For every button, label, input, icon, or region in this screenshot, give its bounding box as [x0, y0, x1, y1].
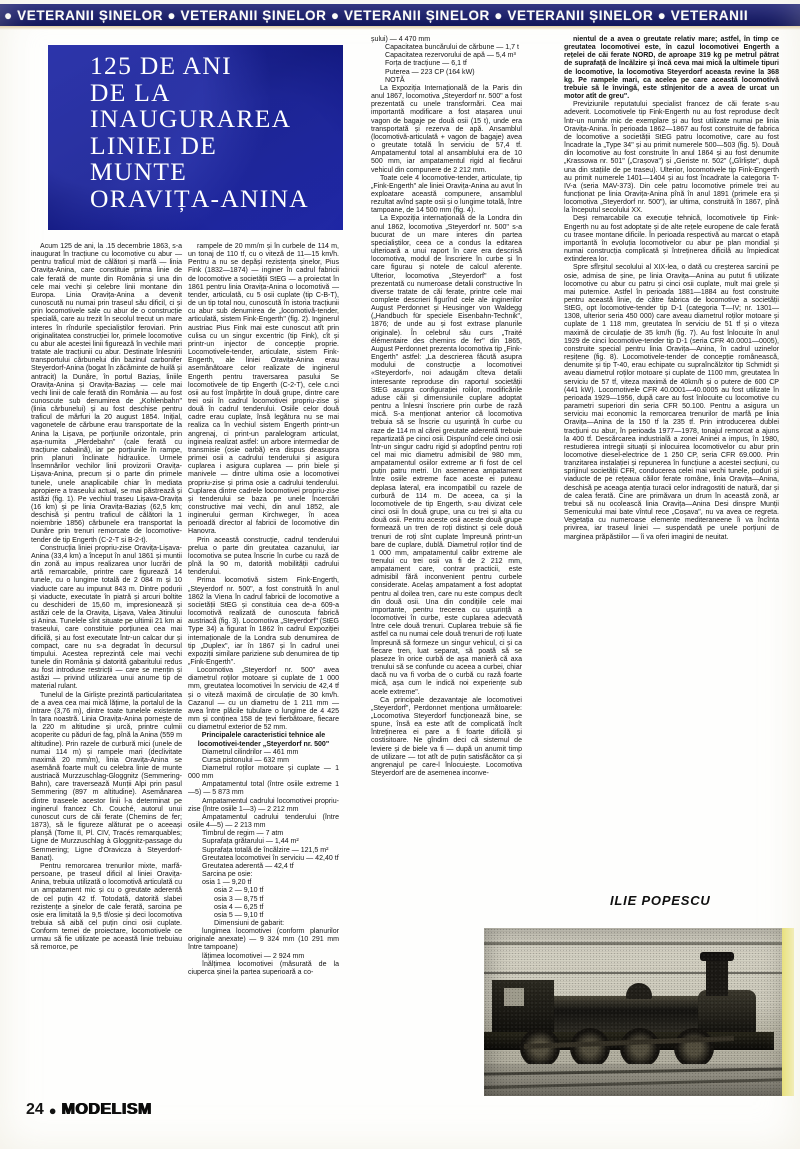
spec-item: Puterea — 223 CP (164 kW): [385, 68, 475, 76]
spec-item: Capacitatea buncărului de cărbune — 1,7 t: [385, 44, 519, 52]
text-column-1: [31, 243, 182, 953]
footer-dot-icon: ●: [48, 1102, 57, 1118]
spec-item: Diametrul cilindrilor — 461 mm: [202, 748, 299, 756]
author-byline: ILIE POPESCU: [610, 893, 711, 908]
text-column-4: [564, 36, 779, 542]
paragraph: Previziunile reputatului specialist francez de căi ferate s-au adeverit. Locomotivele tip Fink-Engerth nu au fost reproduse decît într-un număr mic de exemplare și au fost utilizate numai pe linia Oravița-Anina. În perioada 1862—1867 au fost construite de fabrica de locomotive a societății StEG patru locomotive, care au fost încadrate la „Type 34" și au primit numerele 500—503 (fig. 5). Două din locomotive au fost construite în anul 1864 și au fost denumite „Krassowa nr. 501" („Crașova") și „Geriste nr. 502" („Gîrliște", după una din stațiile de pe traseu). Ulterior, locomotivele tip Fink-Engerth au primit numerele 1401—1404 și au fost încadrate la categoria T-IV-a (seria MAV-373). Din cele patru locomotive primele trei au funcționat pe linia Oravița-Anina pînă în anul 1891 (primele era și locomotiva „Steyerdorf nr. 500"), iar ultima, construită în 1867, pînă la începutul secolului XX.: [564, 101, 779, 215]
paragraph: Locomotiva „Steyerdorf nr. 500" avea diametrul roților motoare și cuplate de 1 000 mm, greutatea locomotivei în serviciu de 42,4 tf și o viteză maximă de circulație de 30 km/h. Cazanul — cu un diametru de 1 211 mm — avea între plăcile tubulare o lungime de 4 425 mm și conținea 158 de țevi fierbătoare, fiecare cu diametrul exterior de 52 mm.: [188, 667, 339, 732]
banner-text: ● VETERANII ȘINELOR ● VETERANII ȘINELOR ● VETERANII ȘINELOR ● VETERANII ȘINELOR ● VETERANII: [4, 7, 749, 23]
spec-item: șului) — 4 470 mm: [371, 36, 431, 43]
axle-load-item: osia 2 — 9,10 tf: [214, 887, 264, 895]
axle-load-item: osia 5 — 9,10 tf: [214, 911, 264, 919]
paragraph: Spre sfîrșitul secolului al XIX-lea, o dată cu creșterea sarcinii pe osie, admisa de șine, pe linia Oravița—Anina au putut fi utilizate locomotive cu abur cu patru și cinci osii cuplate, mult mai grele și mai puternice. Astfel în perioada 1881—1884 au fost construite pentru această linie, de către fabrica de locomotive a societății StEG, opt locomotive-tender tip D-1 (categoria T—IV; nr. 1301—1308, ulterior seria 450 000) care aveau diametrul roților motoare și cuplate de 1 118 mm, greutatea în serviciu de 51 tf și o viteza maximă de circulație de 35 km/h (fig. 7). Au fost înlocuite în anul 1929 de cinci locomotive-tender tip D-1 (seria CFR 40.0001—0005), construite special pentru linia Oravița—Anina, în cadrul uzinelor reșițene (fig. 8). Locomotivele-tender de concepție românească, denumite și tip T-40, erau echipate cu supraîncălzitor tip Schmidt și aveau diametrul roților motoare și cuplate de 1100 mm, greutatea în serviciu de 57 tf, viteza maximă de 40km/h și o putere de 600 CP (441 kW). Locomotivele CFR 40.0001—40.0005 au fost utilizate în perioada 1929—1956, după care au fost înlocuite cu locomotive cu parametri superiori din seria CFR 50.100. Pentru a asigura un serviciu mai economic la remorcarea trenurilor de marfă pe linia Oravița—Anina de la 150 tf la 235 tf. Prin introducerea dublei tracțiuni cu abur, în perioada 1977—1978, tonajul remorcat a ajuns la 400 tf. Descărcarea industrială a zonei Aninei a impus, în 1980, restudierea intregii situații și inlocuirea locomotivelor cu abur prin locomotive diesel-electrice de 1 250 CP, seria CFR 69.000. Prin tranzitarea instalației și repunerea în funcțiune a acestei secțiuni, cu sprijinul societății CFR, conducerea celei mai vechi tunele, poduri și viaducte de pe rețeaua căilor ferate române, linia Oravița—Anina, deschisă pe aceaga atenția turacii celor indragostiti de natură, dar și de calea ferată. Cine are primăvara un drum în această zonă, ar trebui să nu ocolească linia Oravița—Anina Desi dinspre Munții Semenicului mai bate vîntul rece „Coșava", nu va avea ce regreta. Vegetația cu numeroase elemente mediteraneene îi va încînta privirea, iar traseul liniei — suspendată pe unele porțiuni de marginea prăpăstiilor — îi va oferi imagini de neuitat.: [564, 264, 779, 541]
title-line-4: LINIEI DE: [90, 130, 218, 160]
spec-item: Sarcina pe osie:: [202, 871, 253, 879]
title-line-6: ORAVIȚA-ANINA: [90, 183, 309, 213]
spec-item: lungimea locomotivei (conform planurilor originale anexate) — 9 324 mm (10 291 mm între tampoane): [188, 928, 339, 952]
spec-item: Ampatamentul cadrului locomotivei propriu-zise (între osiile 1—3) — 2 212 mm: [188, 797, 339, 813]
axle-load-item: osia 3 — 8,75 tf: [214, 895, 264, 903]
spec-item: înălțimea locomotivei (măsurată de la ciuperca șinei la partea superioară a co-: [188, 960, 339, 976]
paragraph: La Expoziția Internațională de la Paris din anul 1867, locomotiva „Steyerdorf nr. 500" a fost prezentată cu unele transformări. Cea mai importantă modificare a fost atașarea unui vagon de bagaje pe două osii (15 t), unde era transportată și rezerva de apă. Ansamblul (locomotivă-articulată + vagon de bagaje) avea o greutate totală în serviciu de 57,4 tf. Ampatamentul total al ansamblului era de 10 500 mm, iar ampatamentul rigid al fiecărui vehicul din compunere de 2 212 mm.: [371, 84, 522, 174]
note-heading: NOTĂ: [385, 76, 405, 84]
title-line-2: DE LA: [90, 77, 171, 107]
spec-item: Forța de tracțiune — 6,1 tf: [385, 60, 467, 68]
article-title-block: [48, 45, 343, 230]
axle-load-item: Dimensiuni de gabarit:: [214, 919, 285, 927]
spec-item: Ampatamentul total (între osiile extreme 1—5) — 5 873 mm: [188, 781, 339, 797]
spec-item: Suprafața totală de încălzire — 121,5 m²: [202, 846, 329, 854]
paragraph: Toate cele 4 locomotive-tender, articulate, tip „Fink-Engerth" ale liniei Oravița-Anina au avut în exploatare această compunere, ansamblul rezultat avînd șapte osii și o lungime totală, între tampoane, de 14 500 mm (fig. 4).: [371, 174, 522, 215]
paragraph: Acum 125 de ani, la .15 decembrie 1863, s-a inaugurat în tracțiune cu locomotive cu abur — pentru traficul mixt de călători și marfă — linia Oravița-Anina, care constituie prima linie de cale ferată de munte din România și una din cele mai vechi și celebre linii montane din Europa. Linia Oravița-Anina a devenit cunoscută nu numai prin traseul său dificil, ci și prin locomotivele sale cu abur de o construcție specială, care au trezit în secolul trecut un mare interes în rîndurile specialiștilor feroviari. Prin originalitatea construcției lor, primele locomotive cu abur ale acestei linii figurează în vechile mari tratate ale tracțiunii cu abur. Destinate înlesnirii transportului cărbunelui din bazinul carbonifer Steyerdorf-Anina (bogat în zăcăminte de huilă și antracit) la Dunăre, în portul Baziaș, liniile Oravița-Anina și Oravița-Baziaș — cele mai vechi linii de cale ferată din România — au fost cunoscute sub denumirea de „Kohlenbahn" (linia cărbunelui) și au fost deschise pentru traficul de mărfuri la 20 august 1854. Inițial, vagonetele de cărbune erau transportate de la Anina la Lișava, pe porțiunile orizontale, prin așa-numita „Plerdebahn" (cale ferată cu tracțiune cabalină), iar pe porțiunile în rampe, prin planuri înclinate hidraulice. Urmele însemnărilor vechilor linii provizorii Oravița-Lișava-Anina, precum și o parte din primele tunele, unele anaplicabile chiar în mediata apropiere a traseului actual, se mai păstrează și astăzi (fig. 1). Pe vechiul traseu Lișava-Oravița (16 km) și pe linia Oravița-Baziaș (62,5 km; deschisă și pentru traficul de călători la 1 noiembrie 1856) cărbunele era transportat la Dunăre prin trenuri remorcate de locomotive-tender de tip Engerth (C-2-T si B-2-t).: [31, 243, 182, 544]
title-line-3: INAUGURAREA: [90, 104, 292, 133]
page-footer: [26, 1101, 152, 1119]
spec-item: lățimea locomotivei — 2 924 mm: [202, 952, 305, 960]
paragraph: Tunelul de la Girliște prezintă particularitatea de a avea cea mai mică lățime, la portalul de la intrare (3,76 m), dintre toate tunelele existente în țara noastră. Linia Oravița-Anina pornește de la 220 m altitudine și urcă, printre culmii acoperite cu păduri de fag, pînă la Anina (559 m altitudine). Prin razele de curbură mici (unele de numai 114 m) și rampele mari (declivitate maximă 20 mm/m), linia Oravița-Anina se asemănă foarte mult cu celebra linie de munte austriacă Murzzuschlag-Gloggnitz (Semmering-Bahn), care traversează Munții Alpi prin pasul Semmering (897 m altitudine). Asemănarea dintre traseele acestor linii l-a determinat pe inginerul francez Ch. Couché, autorul unui cunoscut curs de căi ferate (Chemins de fer; 1873), să le figureze alăturat pe o aceeași planșă (Tome II, Pl. CIV, Tracés remarquables; Ligne de Murzzuschlag à Gloggnitz-passage du Semmering; Ligne d'Oravicza à Steyerdorf-Banat).: [31, 691, 182, 862]
spec-item: Greutatea aderentă — 42,4 tf: [202, 862, 294, 870]
page-number: 24: [26, 1101, 44, 1118]
banner-shadow: [0, 26, 800, 30]
paragraph: La Expoziția internațională de la Londra din anul 1862, locomotiva „Steyerdorf nr. 500" s-a bucurat de un mare interes din partea specialiștilor, ceea ce a condus la editarea ulterioară a unui raport în care era descrisă locomotiva, modul de înscriere în curbe și în care figurau și notele de calcul aferente. Ulterior, locomotiva „Steyerdorf" a fost prezentată cu numeroase detalii constructive în diverse tratate de căi ferate, printre cele mai complete descrieri figurînd cele ale inginerilor August Perdonnet și Heusinger von Waldegg („Handbuch für speciele Eisenbahn-Technik", 1876; de unde au și fost extrase planurile originale). În celebrul său curs „Traité élémentaire des chemins de fer" din 1865, August Perdonnet prezenta locomotiva tip „Fink-Engerth" astfel: „La descrierea făcută asupra modului de construcție a locomotivei «Steyerdorf», noi adaugăm cîteva detalii interesante reproduse din raportul societății StEG asupra configurației rolilor, modificările aduse căii și dimensiunile cuplare adoptat pentru a înlesni înscriere prin curbe de rază mică. S-a menționat anterior că locomotiva trebuia să se înscrie cu ușurință în curbe cu raze de 114 m al cărei greutate aderentă trebuie repartizată pe cinci osii. Dispunînd cele cinci osii într-un singur cadru rigid și adoptînd pentru roți cel mai mic diametru admisibil de 980 mm, ampatamentul osiilor extreme ar fi fost de cel puțin patru metri. Un asemenea ampatament între osiile extreme face aceste ei puteau deplasa lateral, era incompatibil cu razele de curbură de 114 m. De aceea, ca și la locomotivele de tip Engerth, s-au divizat cele cinci osii în două grupe, una cu trei și alta cu două osii. Pentru aceste osii aceste două grupe formează un tren de roți distinct și cele două trenuri de roți sînt cuplate împreună printr-un bare de cuplare, dublă. Diametrul roților tind de 1 000 mm, ampatamentul calibr extreme ale trenului cu trei osii va fi de 2 212 mm, ampatament care, contrar practicii, este admisibil fără inconvenient pentru curbele considerate. Acelaș ampatament a fost adoptat pentru al doilea tren, care nu este compus decît din două osii. Una din condițiile cele mai importante, pentru trecerea cu ușurință a locomotivei în curbe, este cuplarea adecvată între cele două trenuri. Cuplarea trebuie să fie astfel ca nu numai cele două trenuri de roți luate împreună să formeze un singur vehicul, ci și ca fiecare tren, luat separat, să poată să se plaseze în orice curbă de așa manieră că axa trenului să se confunde cu aceea a curbei, chiar dacă nu va fi vorba de o curbă cu rază foarte mică, așa cum le indică noi experiențe sub acele extreme".: [371, 215, 522, 696]
spec-item: osia 1 — 9,20 tf: [202, 879, 252, 887]
text-column-3: [371, 36, 522, 778]
spec-item: Capacitatea rezervorului de apă — 5,4 m³: [385, 52, 516, 60]
title-line-1: 125 DE ANI: [90, 51, 232, 80]
paragraph: Ca principale dezavantaje ale locomotivei „Steyerdorf", Perdonnet menționa următoarele: „Locomotiva Steyerdorf funcționează bine, se spune, însă ea este atît de complicată încît întreținerea ei pare a fi foarte dificilă și costisitoare. Ne gîndim deci că sistemul de leviere și de biele va fi — după un anumit timp de utilizare — tot atît de puțin satisfăcător ca și angrenajul pe care-l înlocuiește. Locomotiva Steyerdorf are de asemenea inconve-: [371, 696, 522, 778]
top-running-banner: [0, 4, 800, 26]
photo-vignette: [484, 928, 790, 1096]
spec-item: Diametrul roților motoare și cuplate — 1 000 mm: [188, 765, 339, 781]
locomotive-photograph: [484, 928, 790, 1096]
spec-item: Ampatamentul cadrului tenderului (între osiile 4—5) — 2 213 mm: [188, 813, 339, 830]
spec-item: Greutatea locomotivei în serviciu — 42,40 tf: [202, 854, 339, 862]
quoted-paragraph: nientul de a avea o greutate relativ mare; astfel, în timp ce greutatea locomotivei este, în cazul locomotivei Engerth a rețelei de căi ferate NORD, de aproape 319 kg pe metrul pătrat de suprafață de încălzire și încă ceva mai mică la ultimele tipuri de locomotive, la locomotiva Steyerdorf aceasta revine la 368 kg. Pe rampele mari, ca acelea pe care această locomotivă trebuie să le învingă, este stînjenitor de a avea de urcat un motor atît de greu".: [564, 36, 779, 101]
spec-heading: Principalele caracteristici tehnice ale locomotivei-tender „Steyerdorf nr. 500": [197, 732, 330, 748]
paragraph: Pentru remorcarea trenurilor mixte, marfă-persoane, pe traseul dificil al liniei Oravița-Anina, trebuia utilizată o locomotivă articulată cu un ampatament mic și cu o greutate aderentă de cel puțin 42 tf. Totodată, datorită slabei rezistențe a șinelor de cale ferată, sarcina pe osie era limitată la 9,5 tf/osie și deci locomotiva trebuia să aibă cel puțin cinci osii cuplate. Conform temei de proiectare, locomotivele ce urmau să fie utilizate pe această linie trebuiau să remorce, pe: [31, 862, 182, 952]
paragraph: Prin această construcție, cadrul tenderului prelua o parte din greutatea cazanului, iar locomotiva se putea înscrie în curbe cu rază de pînă la 90 m, datorită mobilității cadrului tenderului.: [188, 536, 339, 577]
magazine-name: MODELISM: [61, 1101, 152, 1118]
paragraph: Construcția liniei propriu-zise Oravița-Lișava-Anina (33,4 km) a început în anul 1861 și muntii din zonă au impus realizarea unor lucrări de artă remarcabile, printre care figurează 14 tunele, cu o lungime totală de 2 084 m și 10 viaducte care au impunut 843 m. Dintre podurii și viaducte, executate în piatră și arcuri boltite cu deschideri de 15,60 m, impresionează și astăzi cele de la Oravița, Lișava, Valea Jitinului și Anina. Tunelele sînt situate pe ultimii 21 km ai traseului, care constituie porțiunea cea mai dificilă, și au fost executate într-un calcar dur și compact, care nu s-a degradat în decursul timpului. Acestea reprezintă cele mai vechi tunele din România și datorită gabaritului redus au fost introduse restricții — care se mențin și astăzi — privind utilizarea unui anume tip de material rulant.: [31, 544, 182, 691]
text-column-2: [188, 243, 339, 977]
spec-item: Cursa pistonului — 632 mm: [202, 756, 289, 764]
axle-load-item: osia 4 — 6,25 tf: [214, 903, 264, 911]
paragraph: rampele de 20 mm/m și în curbele de 114 m, un tonaj de 110 tf, cu o viteză de 11—15 km/h. Pentru a nu se depăși rezistența șinelor, Pius Fink (1832—1874) — inginer în cadrul fabricii de locomotive a societății StEG — a proiectat în 1861 pentru linia Oravița-Anina o locomotivă — tender, articulată, cu 5 osii cuplate (tip C-B-T), de un tip total nou, cunoscută în istoria tracțiunii cu abur sub denumirea de „locomotivă-tender, articulată, sistem Fink-Engerth" (fig. 2). Inginerul austriac Pius Fink mai este cunoscut atît prin culisa cu un singur excentric (tip Fink), cît și printr-un injector de concepție proprie. Locomotivele-tender, articulate, sistem Fink-Engerth, ale liniei Oravița-Anina erau asemănătoare celor realizate de inginerul Engerth pentru traversarea pasului Se locomotivele de tip Engerth (C-2-T), cele c.nci osii au fost împărțite în două grupe, dintre care trei osii în cadrul locomotivei propriu-zise și două în cadrul tenderului. Osiile celor două cadre erau cuplate, însă legătura nu se mai realiza ca în vechiul sistem Engerth printr-un angrenaj, ci print-un paralelogram articulat, ingineia realizat astfel: un arbore intermediar de transmisie (osie oarbă) era dispus deasupra primei osii a cadrului tenderului și asigura cuplarea i asigura cuplarea — prin biele și manivele — dintre ultima osie a locomotivei propriu-zise și prima osie a cadrului tenderului. Cuplarea dintre cadrele locomotivei propriu-zise și tenderului se baza pe unele încercări constructive mai vechi, din anul 1852, ale inginerului german Kirchweger, în acea perioadă director al fabricii de locomotive din Hanovra.: [188, 243, 339, 536]
paragraph: Prima locomotivă sistem Fink-Engerth, „Steyerdorf nr. 500", a fost construită în anul 1862 la Viena în cadrul fabricii de locomotive a societății StEG și constituia cea de-a 609-a locomotivă realizată de cunoscuta fabrică austriacă (fig. 3). Locomotiva „Steyerdorf" (StEG Type 34) a figurat în 1862 în cadrul Expoziției internaționale de la Londra sub denumirea de tip „Duplex", iar în 1867 și în cadrul unei expoziții similare pariziene sub denumirea de tip „Fink-Engerth".: [188, 577, 339, 666]
paragraph: Deși remarcabile ca execuție tehnică, locomotivele tip Fink-Engerth nu au fost adoptate și de alte rețele europene de cale ferată cu trasee montane dificile. În perioada respectivă au marcat o etapă importantă în evoluția locomotivelor cu abur pe plan mondial și numai construcția complicată și întreținerea dificilă au împiedicat extinderea lor.: [564, 215, 779, 264]
spec-item: Suprafața grătarului — 1,44 m²: [202, 838, 299, 846]
photo-edge-stain: [782, 928, 794, 1096]
spec-item: Timbrul de regim — 7 atm: [202, 830, 284, 838]
title-line-5: MUNTE: [90, 157, 188, 186]
